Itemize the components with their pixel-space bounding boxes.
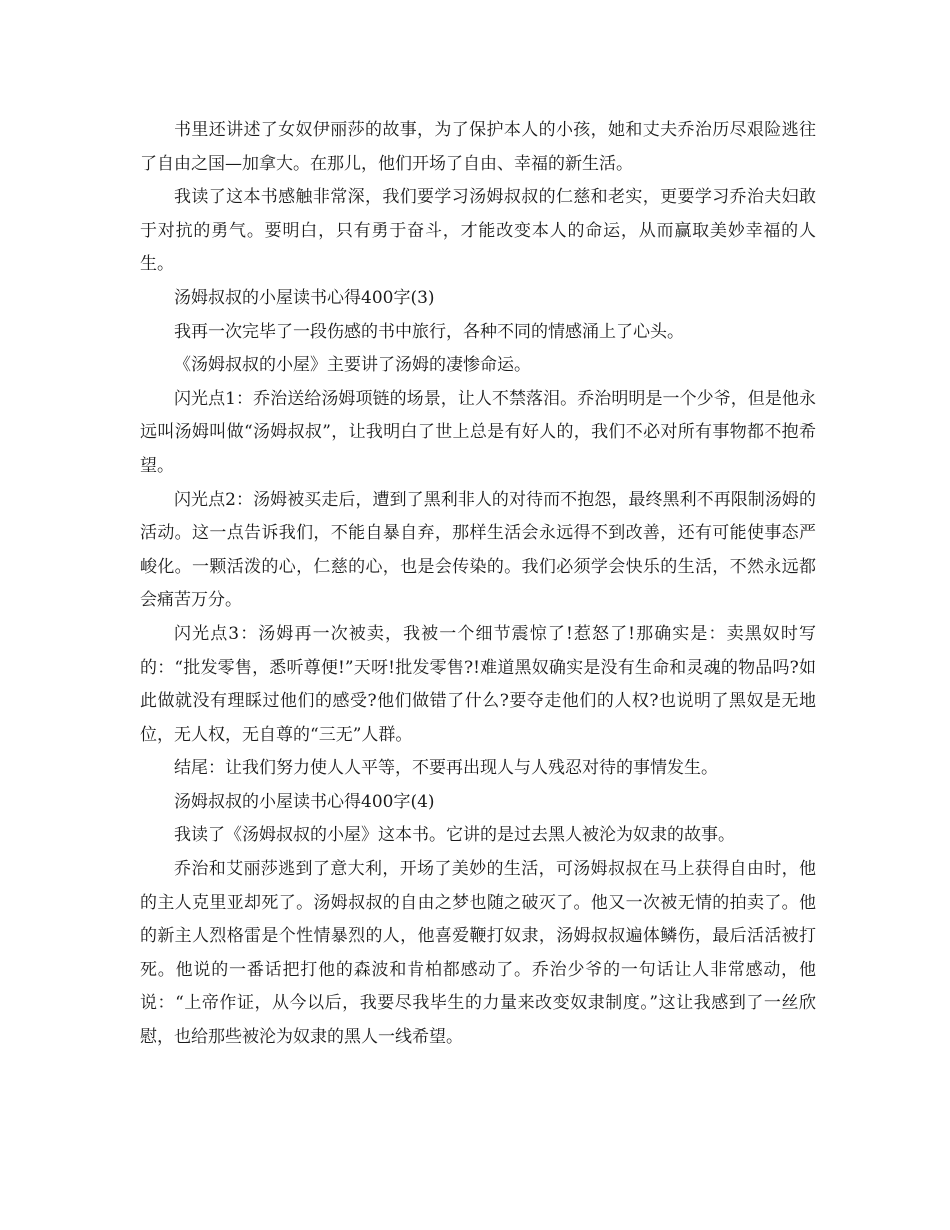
paragraph-story-detail: 乔治和艾丽莎逃到了意大利，开场了美妙的生活，可汤姆叔叔在马上获得自由时，他的主人克里亚却死了。汤姆叔叔的自由之梦也随之破灭了。他又一次被无情的拍卖了。他的新主人烈格雷是个性情暴烈的人，他喜爱鞭打奴隶，汤姆叔叔遍体鳞伤，最后活活被打死。他说的一番话把打他的森波和肯柏都感动了。乔治少爷的一句话让人非常感动，他说：“上帝作证，从今以后，我要尽我毕生的力量来改变奴隶制度。”这让我感到了一丝欣慰，也给那些被沦为奴隶的黑人一线希望。 — [140, 859, 816, 1048]
paragraph-conclusion: 结尾：让我们努力使人人平等，不要再出现人与人残忍对待的事情发生。 — [174, 758, 718, 779]
paragraph-highlight-1: 闪光点1：乔治送给汤姆项链的场景，让人不禁落泪。乔治明明是一个少爷，但是他永远叫汤姆叫做“汤姆叔叔”，让我明白了世上总是有好人的，我们不必对所有事物都不抱希望。 — [140, 388, 816, 476]
paragraph-highlight-3: 闪光点3：汤姆再一次被卖，我被一个细节震惊了!惹怒了!那确实是：卖黑奴时写的：“批发零售，悉听尊便!”天呀!批发零售?!难道黑奴确实是没有生命和灵魂的物品吗?如此做就没有理睬过他们的感受?他们做错了什么?要夺走他们的人权?也说明了黑奴是无地位，无人权，无自尊的“三无”人群。 — [140, 623, 816, 745]
paragraph-reflection: 我读了这本书感触非常深，我们要学习汤姆叔叔的仁慈和老实，更要学习乔治夫妇敢于对抗的勇气。要明白，只有勇于奋斗，才能改变本人的命运，从而赢取美妙幸福的人生。 — [140, 187, 816, 275]
document-page — [140, 114, 816, 1055]
paragraph-journey: 我再一次完毕了一段伤感的书中旅行，各种不同的情感涌上了心头。 — [174, 321, 684, 342]
paragraph-book-intro: 我读了《汤姆叔叔的小屋》这本书。它讲的是过去黑人被沦为奴隶的故事。 — [174, 825, 735, 846]
paragraph-highlight-2: 闪光点2：汤姆被买走后，遭到了黑利非人的对待而不抱怨，最终黑利不再限制汤姆的活动。这一点告诉我们，不能自暴自弃，那样生活会永远得不到改善，还有可能使事态严峻化。一颗活泼的心，仁慈的心，也是会传染的。我们必须学会快乐的生活，不然永远都会痛苦万分。 — [140, 489, 816, 611]
paragraph-summary: 《汤姆叔叔的小屋》主要讲了汤姆的凄惨命运。 — [174, 355, 531, 376]
section-heading-3: 汤姆叔叔的小屋读书心得400字(3) — [174, 287, 435, 308]
section-heading-4: 汤姆叔叔的小屋读书心得400字(4) — [174, 791, 435, 812]
paragraph-eliza-story: 书里还讲述了女奴伊丽莎的故事，为了保护本人的小孩，她和丈夫乔治历尽艰险逃往了自由之国—加拿大。在那儿，他们开场了自由、幸福的新生活。 — [140, 120, 816, 174]
